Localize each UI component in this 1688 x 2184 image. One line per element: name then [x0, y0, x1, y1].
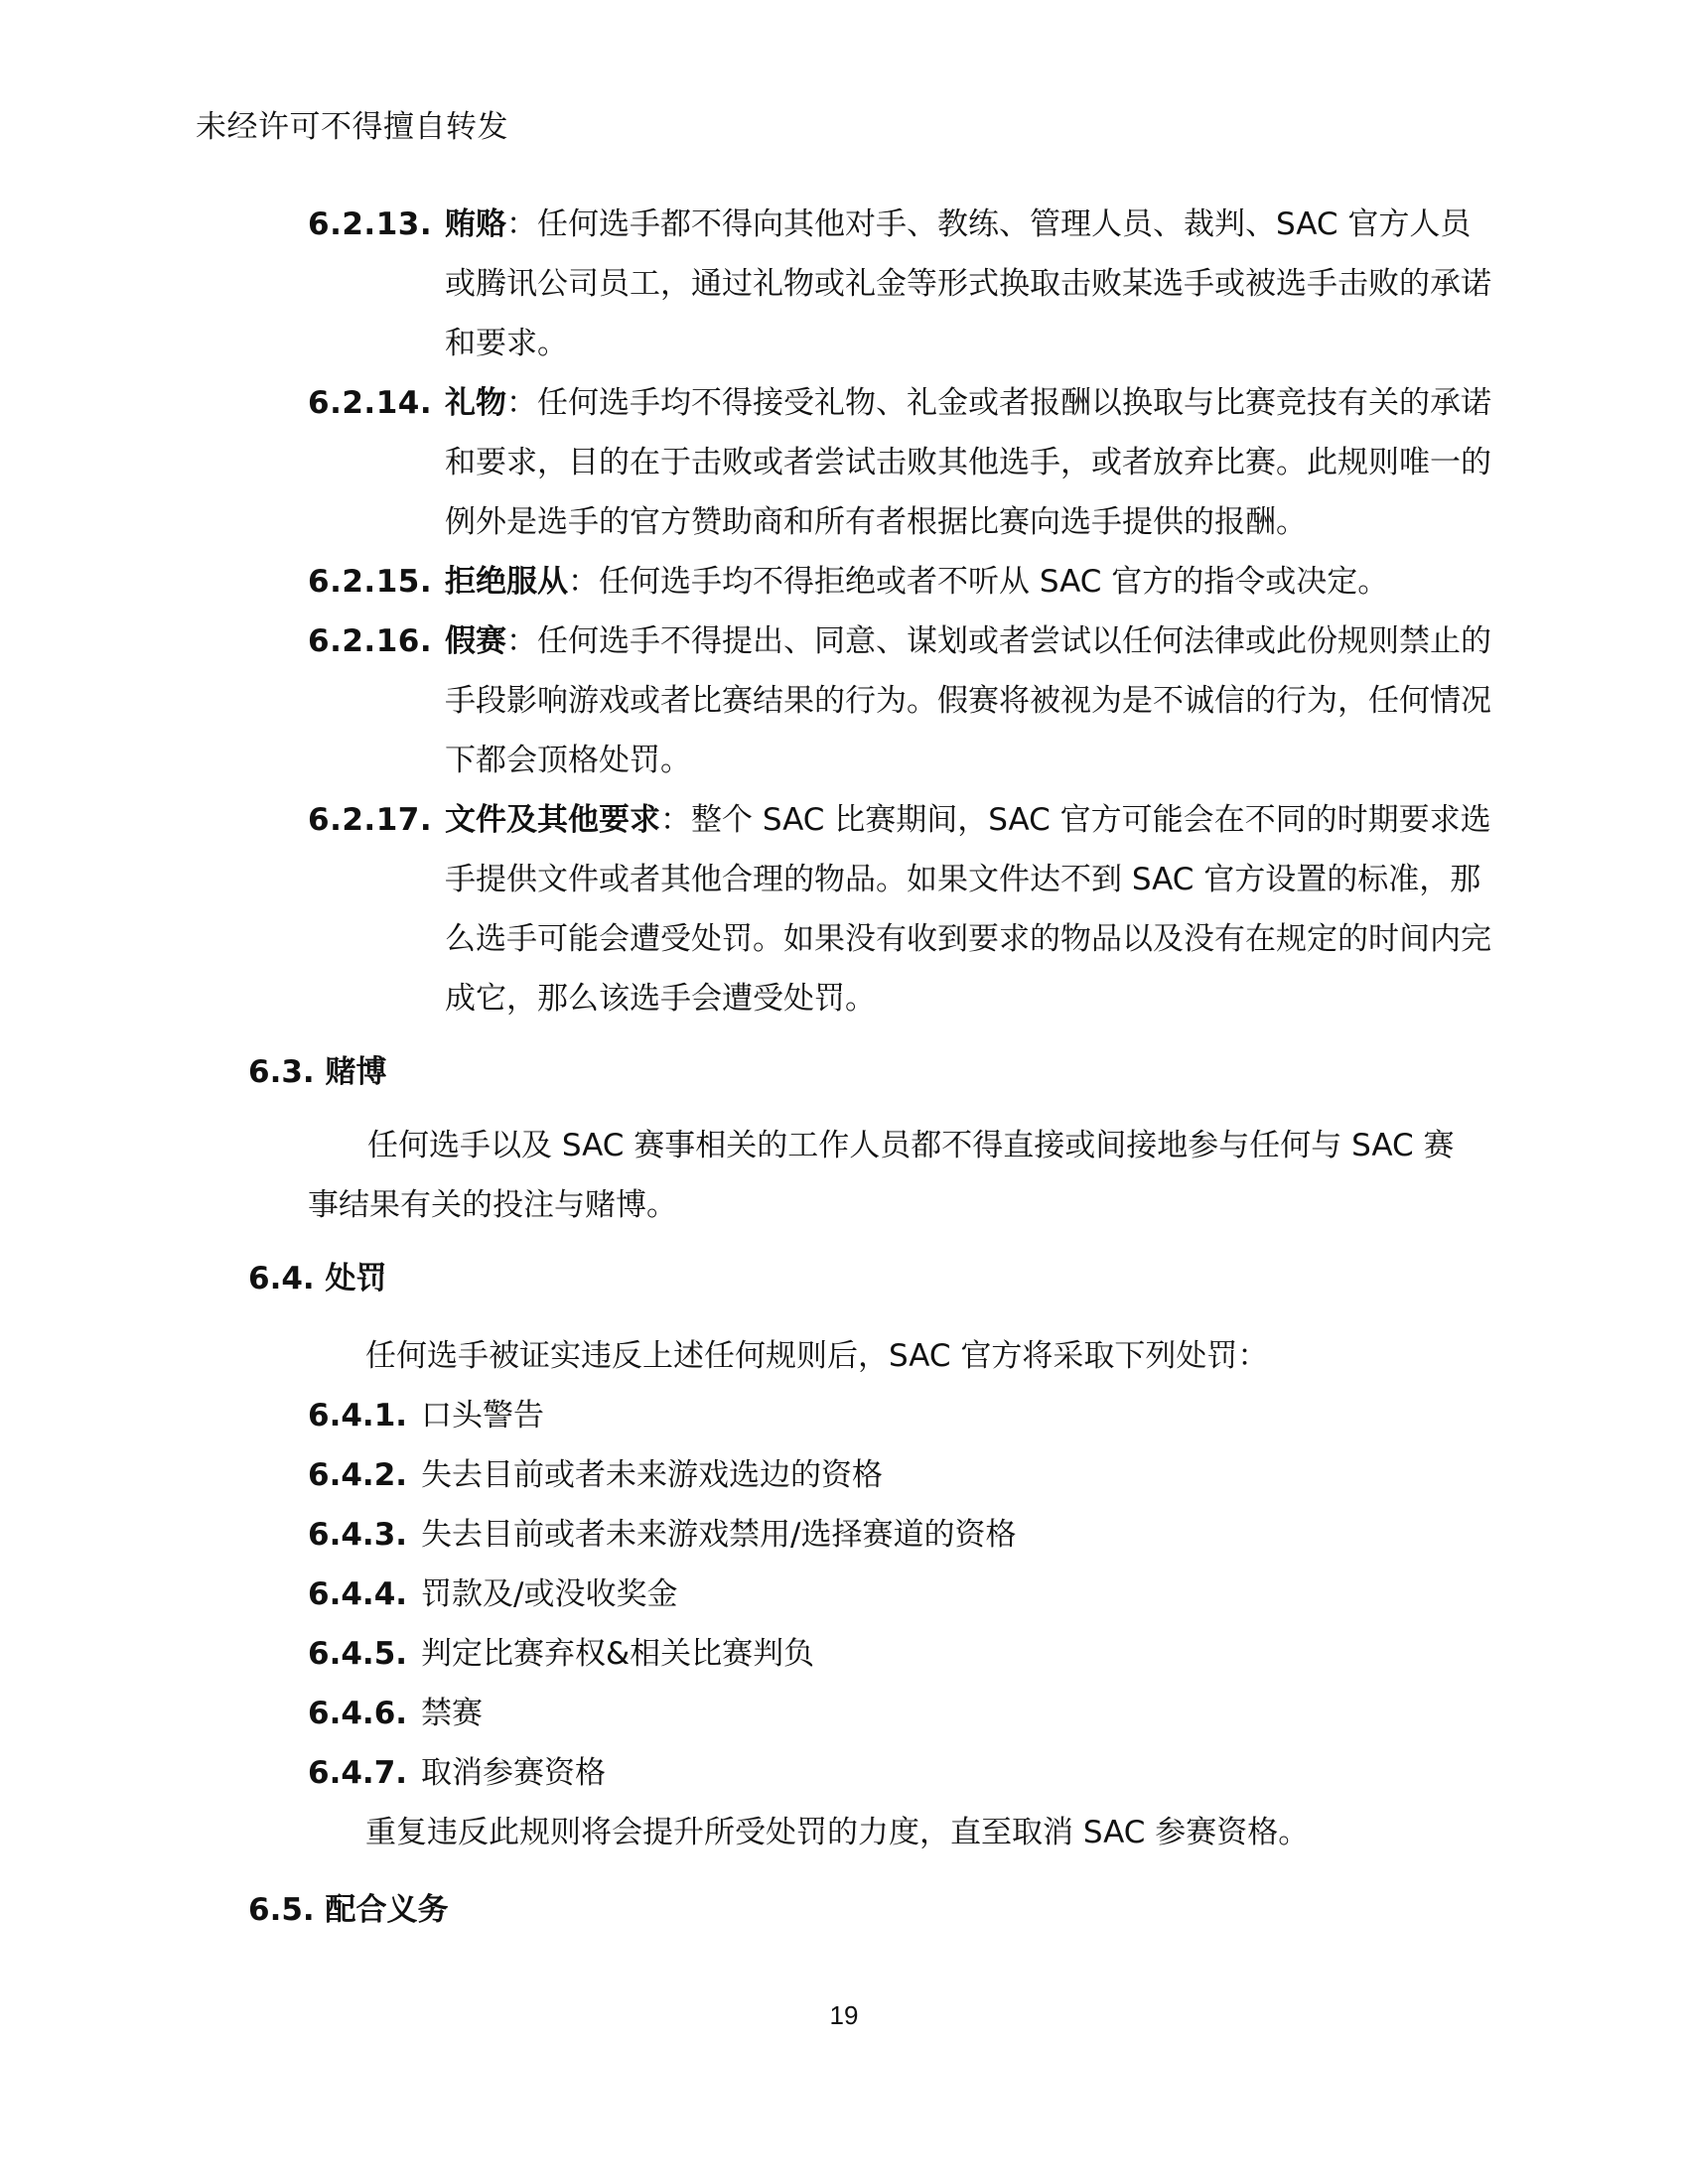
penalty-text: 禁赛 — [421, 1696, 483, 1731]
rule-term: 假赛 — [445, 623, 506, 659]
rule-6-2-14 — [308, 373, 1499, 552]
penalty-item — [308, 1513, 1016, 1557]
penalty-item — [308, 1453, 883, 1497]
rule-text: ：整个 SAC 比赛期间，SAC 官方可能会在不同的时期要求选手提供文件或者其他合理的物品。如果文件达不到 SAC 官方设置的标准，那么选手可能会遭受处罚。如果没有收到要求的物品以及没有在规定的时间内完成它，那么该选手会遭受处罚。 — [445, 802, 1491, 1017]
rule-number: 6.2.14. — [308, 385, 433, 421]
penalty-text: 失去目前或者未来游戏选边的资格 — [421, 1457, 883, 1493]
penalty-item — [308, 1751, 606, 1795]
penalty-text: 失去目前或者未来游戏禁用/选择赛道的资格 — [421, 1517, 1017, 1553]
penalty-number: 6.4.6. — [308, 1696, 408, 1731]
section-paragraph-gambling: 任何选手以及 SAC 赛事相关的工作人员都不得直接或间接地参与任何与 SAC 赛事结果有关的投注与赌博。 — [308, 1128, 1455, 1223]
penalty-number: 6.4.3. — [308, 1517, 408, 1553]
rule-6-2-16 — [308, 612, 1499, 790]
section-heading-gambling: 6.3. 赌博 — [248, 1054, 387, 1090]
penalty-item — [308, 1692, 483, 1735]
penalty-number: 6.4.2. — [308, 1457, 408, 1493]
penalty-text: 取消参赛资格 — [421, 1755, 606, 1791]
penalty-item — [308, 1394, 544, 1437]
section-heading-penalties: 6.4. 处罚 — [248, 1261, 387, 1297]
rule-text: ：任何选手都不得向其他对手、教练、管理人员、裁判、SAC 官方人员或腾讯公司员工，通过礼物或礼金等形式换取击败某选手或被选手击败的承诺和要求。 — [445, 206, 1491, 361]
penalty-text: 口头警告 — [421, 1398, 544, 1433]
rule-term: 拒绝服从 — [445, 564, 568, 600]
page-number: 19 — [829, 2000, 859, 2030]
rule-6-2-15 — [308, 552, 1499, 612]
rule-number: 6.2.15. — [308, 564, 433, 600]
header-note: 未经许可不得擅自转发 — [196, 109, 508, 145]
penalty-item — [308, 1632, 814, 1676]
rule-body — [445, 195, 1497, 373]
penalty-number: 6.4.4. — [308, 1576, 408, 1612]
rule-number: 6.2.16. — [308, 623, 433, 659]
rule-term: 贿赂 — [445, 206, 506, 242]
penalty-number: 6.4.5. — [308, 1636, 408, 1672]
rule-6-2-13 — [308, 195, 1499, 373]
penalty-text: 判定比赛弃权&相关比赛判负 — [421, 1636, 815, 1672]
rule-text: ：任何选手均不得接受礼物、礼金或者报酬以换取与比赛竞技有关的承诺和要求，目的在于击败或者尝试击败其他选手，或者放弃比赛。此规则唯一的例外是选手的官方赞助商和所有者根据比赛向选手提供的报酬。 — [445, 385, 1491, 540]
rule-6-2-17 — [308, 790, 1499, 1028]
section-heading-cooperation: 6.5. 配合义务 — [248, 1892, 449, 1928]
penalty-number: 6.4.1. — [308, 1398, 408, 1433]
rule-number: 6.2.17. — [308, 802, 433, 838]
rule-term: 文件及其他要求 — [445, 802, 660, 838]
penalties-closing: 重复违反此规则将会提升所受处罚的力度，直至取消 SAC 参赛资格。 — [365, 1815, 1310, 1850]
penalty-item — [308, 1572, 677, 1616]
rule-text: ：任何选手均不得拒绝或者不听从 SAC 官方的指令或决定。 — [568, 564, 1389, 600]
rule-body — [445, 790, 1497, 1028]
rule-body — [445, 552, 1497, 612]
penalty-text: 罚款及/或没收奖金 — [421, 1576, 678, 1612]
rule-number: 6.2.13. — [308, 206, 433, 242]
rule-body — [445, 373, 1497, 552]
rule-body — [445, 612, 1497, 790]
rule-term: 礼物 — [445, 385, 506, 421]
penalty-number: 6.4.7. — [308, 1755, 408, 1791]
rule-text: ：任何选手不得提出、同意、谋划或者尝试以任何法律或此份规则禁止的手段影响游戏或者比赛结果的行为。假赛将被视为是不诚信的行为，任何情况下都会顶格处罚。 — [445, 623, 1491, 778]
penalties-intro: 任何选手被证实违反上述任何规则后，SAC 官方将采取下列处罚： — [365, 1338, 1269, 1374]
